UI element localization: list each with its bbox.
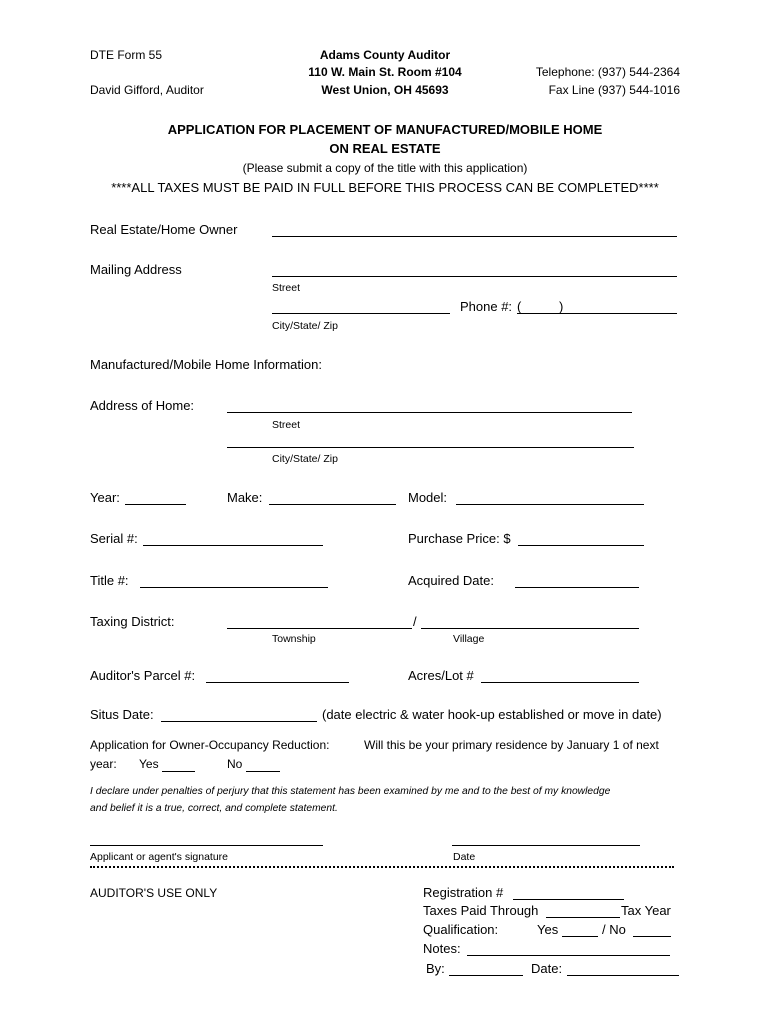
section-divider xyxy=(90,866,674,868)
home-address-label: Address of Home: xyxy=(90,398,195,413)
serial-input-line[interactable] xyxy=(143,545,323,546)
office-name: Adams County Auditor xyxy=(319,48,451,62)
occupancy-yes-label: Yes xyxy=(139,757,159,771)
mailing-street-caption: Street xyxy=(272,282,301,294)
tax-year-label: Tax Year xyxy=(621,903,671,918)
auditor-use-heading: AUDITOR'S USE ONLY xyxy=(90,886,218,900)
qualification-no-input-line[interactable] xyxy=(633,936,671,937)
mailing-address-label: Mailing Address xyxy=(90,262,182,277)
auditor-date-input-line[interactable] xyxy=(567,975,679,976)
occupancy-no-label: No xyxy=(227,757,243,771)
qualification-yes-input-line[interactable] xyxy=(562,936,598,937)
phone-label: Phone #: xyxy=(460,299,513,314)
township-caption: Township xyxy=(272,633,316,645)
occupancy-question: Will this be your primary residence by January 1 of next xyxy=(364,738,659,752)
taxing-district-label: Taxing District: xyxy=(90,614,175,629)
year-input-line[interactable] xyxy=(125,504,186,505)
phone-paren-close: ) xyxy=(559,299,564,314)
qualification-label: Qualification: xyxy=(423,922,499,937)
phone-paren-open: ( xyxy=(517,299,522,314)
office-address-line2: West Union, OH 45693 xyxy=(321,83,449,97)
form-id: DTE Form 55 xyxy=(90,48,163,62)
make-input-line[interactable] xyxy=(269,504,396,505)
village-input-line[interactable] xyxy=(421,628,639,629)
taxes-paid-input-line[interactable] xyxy=(546,917,620,918)
office-address-line1: 110 W. Main St. Room #104 xyxy=(308,65,462,79)
home-city-caption: City/State/ Zip xyxy=(272,453,338,465)
year-label: Year: xyxy=(90,490,120,505)
parcel-label: Auditor's Parcel #: xyxy=(90,668,196,683)
acquired-date-label: Acquired Date: xyxy=(408,573,494,588)
title-copy-note: (Please submit a copy of the title with this application) xyxy=(242,161,528,175)
by-input-line[interactable] xyxy=(449,975,523,976)
situs-date-note: (date electric & water hook-up established or move in date) xyxy=(322,707,662,722)
occupancy-year-word: year: xyxy=(90,757,117,771)
auditor-date-label: Date: xyxy=(531,961,563,976)
declaration-line2: and belief it is a true, correct, and complete statement. xyxy=(90,803,338,814)
office-telephone: Telephone: (937) 544-2364 xyxy=(535,65,680,79)
qualification-yes-label: Yes xyxy=(537,922,559,937)
village-caption: Village xyxy=(453,633,485,645)
model-input-line[interactable] xyxy=(456,504,644,505)
mailing-street-line[interactable] xyxy=(272,276,677,277)
taxes-paid-label: Taxes Paid Through xyxy=(423,903,539,918)
notes-label: Notes: xyxy=(423,941,461,956)
registration-label: Registration # xyxy=(423,885,504,900)
signature-line[interactable] xyxy=(90,845,323,846)
taxing-district-slash: / xyxy=(413,614,417,629)
situs-date-input-line[interactable] xyxy=(161,721,317,722)
signature-date-caption: Date xyxy=(453,851,476,863)
occupancy-no-input-line[interactable] xyxy=(246,771,280,772)
make-label: Make: xyxy=(227,490,263,505)
purchase-price-input-line[interactable] xyxy=(518,545,644,546)
acres-label: Acres/Lot # xyxy=(408,668,474,683)
title-number-label: Title #: xyxy=(90,573,129,588)
model-label: Model: xyxy=(408,490,448,505)
acres-input-line[interactable] xyxy=(481,682,639,683)
mailing-city-line[interactable] xyxy=(272,313,450,314)
signature-caption: Applicant or agent's signature xyxy=(90,851,229,863)
mailing-city-caption: City/State/ Zip xyxy=(272,320,338,332)
declaration-line1: I declare under penalties of perjury that this statement has been examined by me and to the best of my knowledge xyxy=(90,786,611,797)
acquired-date-input-line[interactable] xyxy=(515,587,639,588)
purchase-price-label: Purchase Price: $ xyxy=(408,531,511,546)
registration-input-line[interactable] xyxy=(513,899,624,900)
occupancy-label: Application for Owner-Occupancy Reduction: xyxy=(90,738,330,752)
by-label: By: xyxy=(426,961,445,976)
owner-input-line[interactable] xyxy=(272,236,677,237)
home-section-label: Manufactured/Mobile Home Information: xyxy=(90,357,322,372)
signature-date-line[interactable] xyxy=(452,845,640,846)
occupancy-yes-input-line[interactable] xyxy=(162,771,195,772)
auditor-name: David Gifford, Auditor xyxy=(90,83,204,97)
home-street-line[interactable] xyxy=(227,412,632,413)
township-input-line[interactable] xyxy=(227,628,412,629)
qualification-no-label: / No xyxy=(602,922,626,937)
owner-label: Real Estate/Home Owner xyxy=(90,222,238,237)
situs-date-label: Situs Date: xyxy=(90,707,154,722)
form-title-line1: APPLICATION FOR PLACEMENT OF MANUFACTURED/MOBILE HOME xyxy=(167,122,603,137)
phone-input-line[interactable] xyxy=(517,313,677,314)
office-fax: Fax Line (937) 544-1016 xyxy=(548,83,680,97)
notes-input-line[interactable] xyxy=(467,955,670,956)
title-number-input-line[interactable] xyxy=(140,587,328,588)
home-street-caption: Street xyxy=(272,419,301,431)
home-city-line[interactable] xyxy=(227,447,634,448)
serial-label: Serial #: xyxy=(90,531,138,546)
parcel-input-line[interactable] xyxy=(206,682,349,683)
form-title-line2: ON REAL ESTATE xyxy=(329,141,441,156)
taxes-warning: ****ALL TAXES MUST BE PAID IN FULL BEFORE THIS PROCESS CAN BE COMPLETED**** xyxy=(111,180,659,195)
